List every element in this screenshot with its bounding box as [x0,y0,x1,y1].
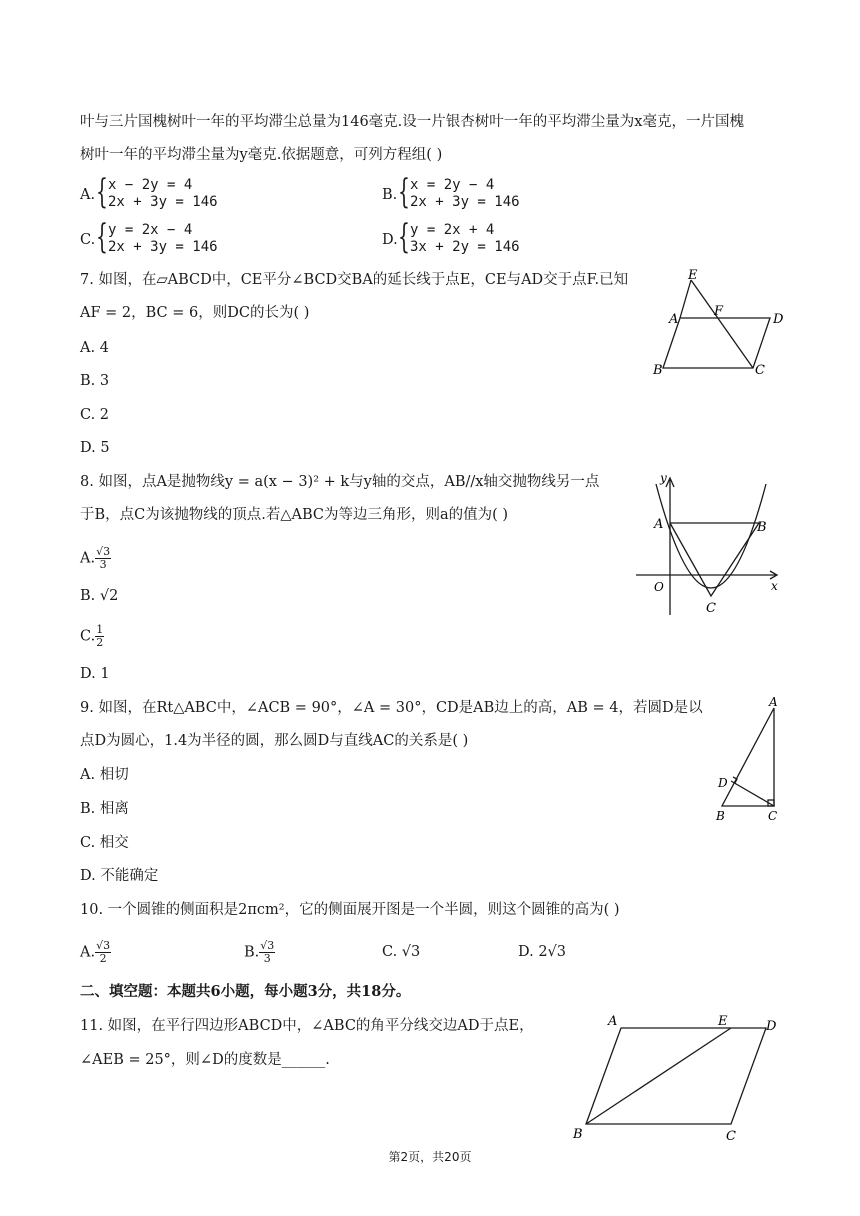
q7-option-c: C. 2 [80,407,110,423]
q7-label-c: C [755,363,765,378]
q6-option-c-label: C. [80,232,96,248]
q10-option-a: A. $\frac{√3}{2}$ [80,939,111,965]
q9-label-d: D [718,776,728,790]
q10-option-b: B. $\frac{√3}{3}$ [244,939,275,965]
q9-option-b: B. 相离 [80,801,129,817]
q8-label-b: B [757,520,767,535]
q7-label-d: D [773,312,784,327]
q9-figure-right-triangle [710,694,790,826]
q7-label-b: B [653,363,663,378]
q8-label-y: y [660,471,667,485]
q8-label-o: O [654,580,664,594]
q11-line1: 11. 如图，在平行四边形ABCD中，∠ABC的角平分线交边AD于点E， [80,1018,534,1034]
q9-option-c: C. 相交 [80,835,129,851]
q9-label-c: C [768,809,778,823]
section-2-heading: 二、填空题：本题共6小题，每小题3分，共18分。 [80,983,411,1000]
q7-label-a: A [669,312,679,327]
q11-label-b: B [573,1127,583,1142]
q7-label-f: F [714,304,724,319]
q6-line2: 树叶一年的平均滞尘量为y毫克.依据题意，可列方程组( ) [80,147,443,163]
q8-option-d: D. 1 [80,666,110,682]
q8-line2: 于B，点C为该抛物线的顶点.若△ABC为等边三角形，则a的值为( ) [80,507,509,523]
q6-line1: 叶与三片国槐树叶一年的平均滞尘总量为146毫克.设一片银杏树叶一年的平均滞尘量为x毫克，一片国槐 [80,114,744,130]
q10-line1: 10. 一个圆锥的侧面积是2πcm²，它的侧面展开图是一个半圆，则这个圆锥的高为( ) [80,902,620,918]
q11-figure-parallelogram [568,1010,788,1146]
q8-label-x: x [771,579,778,593]
q11-label-d: D [766,1019,777,1034]
q9-option-d: D. 不能确定 [80,868,159,884]
q9-label-a: A [769,695,778,709]
q11-label-e: E [718,1014,728,1029]
q8-option-b: B. √2 [80,588,119,604]
q7-option-b: B. 3 [80,373,110,389]
q8-figure-parabola [636,470,786,620]
q8-option-a: A. $\frac{√3}{3}$ [80,545,111,571]
q7-option-d: D. 5 [80,440,110,456]
q7-line1: 7. 如图，在▱ABCD中，CE平分∠BCD交BA的延长线于点E，CE与AD交于点F.已知 [80,272,629,288]
q11-line2: ∠AEB = 25°，则∠D的度数是______. [80,1052,330,1068]
q9-label-b: B [716,809,725,823]
q7-figure-parallelogram [650,266,790,382]
q6-option-a-label: A. [80,187,96,203]
q6-option-d-label: D. [382,232,398,248]
q9-line2: 点D为圆心，1.4为半径的圆，那么圆D与直线AC的关系是( ) [80,733,469,749]
q8-label-c: C [706,601,716,616]
q10-option-c: C. √3 [382,944,421,960]
q6-option-b-label: B. [382,187,398,203]
q10-option-d: D. 2√3 [518,944,567,960]
q7-label-e: E [688,268,698,283]
q9-line1: 9. 如图，在Rt△ABC中，∠ACB = 90°，∠A = 30°，CD是AB边上的高，AB = 4，若圆D是以 [80,700,703,716]
q7-line2: AF = 2，BC = 6，则DC的长为( ) [80,305,310,321]
q7-option-a: A. 4 [80,340,109,356]
q9-option-a: A. 相切 [80,767,129,783]
q8-line1: 8. 如图，点A是抛物线y = a(x − 3)² + k与y轴的交点，AB//x轴交抛物线另一点 [80,474,600,490]
q11-label-c: C [726,1129,736,1144]
q8-label-a: A [654,517,664,532]
q11-label-a: A [608,1014,618,1029]
page-footer: 第2页，共20页 [388,1150,472,1164]
q8-option-c: C. $\frac{1}{2}$ [80,623,104,649]
